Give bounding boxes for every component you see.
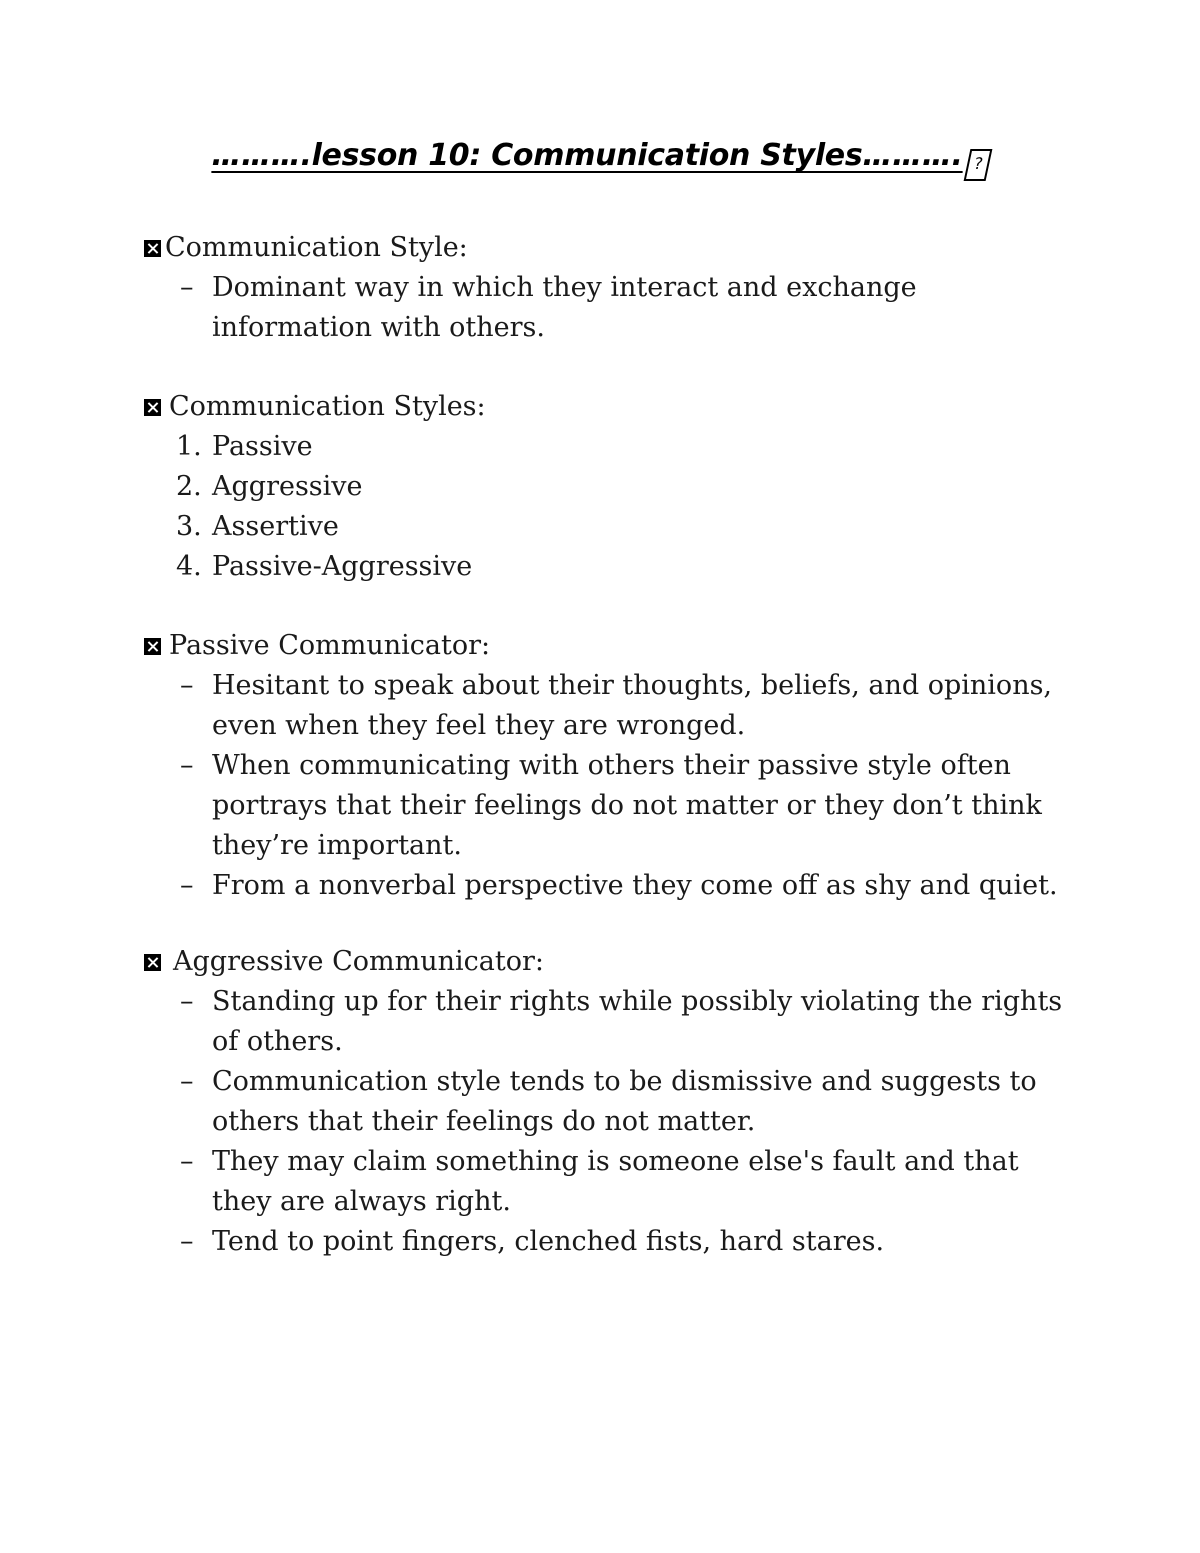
numbered-list [144,427,1064,587]
missing-glyph-icon: ? [963,149,992,181]
list-item [144,268,1064,348]
list-item [144,746,1064,866]
list-item [144,1142,1064,1222]
bullet-list [144,268,1064,348]
list-item [144,982,1064,1062]
item-text: Passive-Aggressive [212,551,473,582]
list-item [144,547,1064,587]
heading-text: Communication Style: [165,232,468,263]
dash-marker: – [180,272,194,303]
item-text: Standing up for their rights while possibly violating the rights of others. [212,986,1063,1057]
heading-text: Aggressive Communicator: [173,946,544,977]
dash-marker: – [180,870,194,901]
x-box-icon [144,638,161,655]
dash-marker: – [180,1226,194,1257]
section-passive-communicator [144,626,1064,906]
item-text: When communicating with others their passive style often portrays that their feelings do not matter or they don’t think they’re important. [212,750,1042,861]
number-marker: 3. [176,511,202,542]
number-marker: 2. [176,471,202,502]
list-item [144,507,1064,547]
item-text: Hesitant to speak about their thoughts, beliefs, and opinions, even when they feel they are wronged. [212,670,1053,741]
list-item [144,666,1064,746]
item-text: Tend to point fingers, clenched fists, hard stares. [212,1226,885,1257]
number-marker: 1. [176,431,202,462]
list-item [144,427,1064,467]
x-box-icon [144,240,161,257]
item-text: Passive [212,431,313,462]
number-marker: 4. [176,551,202,582]
list-item [144,1062,1064,1142]
item-text: Communication style tends to be dismissive and suggests to others that their feelings do not matter. [212,1066,1037,1137]
list-item [144,1222,1064,1262]
x-box-icon [144,954,161,971]
list-item [144,866,1064,906]
section-heading [144,626,1064,666]
bullet-list [144,666,1064,906]
dash-marker: – [180,670,194,701]
title-text: ……….lesson 10: Communication Styles………. [211,138,963,173]
item-text: Assertive [212,511,339,542]
bullet-list [144,982,1064,1262]
section-heading [144,942,1064,982]
item-text: From a nonverbal perspective they come off as shy and quiet. [212,870,1058,901]
item-text: They may claim something is someone else's fault and that they are always right. [212,1146,1019,1217]
section-heading [144,228,1064,268]
item-text: Aggressive [212,471,363,502]
section-aggressive-communicator [144,942,1064,1262]
x-box-icon [144,399,161,416]
section-communication-styles [144,387,1064,587]
list-item [144,467,1064,507]
page-title [0,138,1200,181]
dash-marker: – [180,1146,194,1177]
heading-text: Communication Styles: [169,391,486,422]
item-text: Dominant way in which they interact and exchange information with others. [212,272,917,343]
dash-marker: – [180,1066,194,1097]
section-heading [144,387,1064,427]
dash-marker: – [180,986,194,1017]
section-communication-style [144,228,1064,348]
heading-text: Passive Communicator: [169,630,491,661]
dash-marker: – [180,750,194,781]
